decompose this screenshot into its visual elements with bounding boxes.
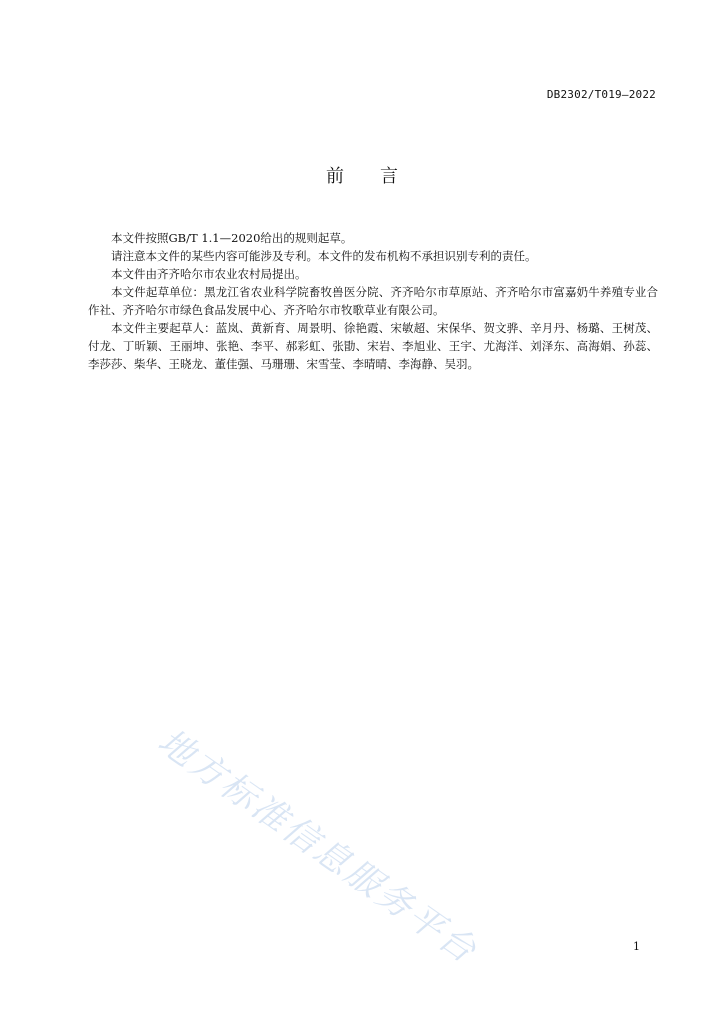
page-title: 前言 — [326, 166, 434, 187]
paragraph-drafting-rules: 本文件按照GB/T 1.1—2020给出的规则起草。 — [111, 231, 353, 245]
watermark: 地方标准信息服务平台 — [150, 721, 485, 973]
document-code: DB2302/T019—2022 — [546, 88, 656, 101]
paragraph-patent-notice: 请注意本文件的某些内容可能涉及专利。本文件的发布机构不承担识别专利的责任。 — [111, 249, 537, 263]
page-number: 1 — [633, 940, 640, 953]
paragraph-drafters: 本文件主要起草人：蓝岚、黄新育、周景明、徐艳霞、宋敏超、宋保华、贺文骅、辛月丹、杨璐、王树茂、付龙、丁昕颖、王丽坤、张艳、李平、郝彩虹、张勖、宋岩、李旭业、王宇、尤海洋、刘泽东、高海娟、孙蕊、李莎莎、柴华、王晓龙、董佳强、马珊珊、宋雪莹、李晴晴、李海静、吴羽。 — [88, 321, 658, 371]
foreword-body — [88, 229, 658, 373]
paragraph-drafting-units: 本文件起草单位：黑龙江省农业科学院畜牧兽医分院、齐齐哈尔市草原站、齐齐哈尔市富嘉奶牛养殖专业合作社、齐齐哈尔市绿色食品发展中心、齐齐哈尔市牧歌草业有限公司。 — [88, 285, 658, 317]
paragraph-proposer: 本文件由齐齐哈尔市农业农村局提出。 — [111, 267, 307, 281]
